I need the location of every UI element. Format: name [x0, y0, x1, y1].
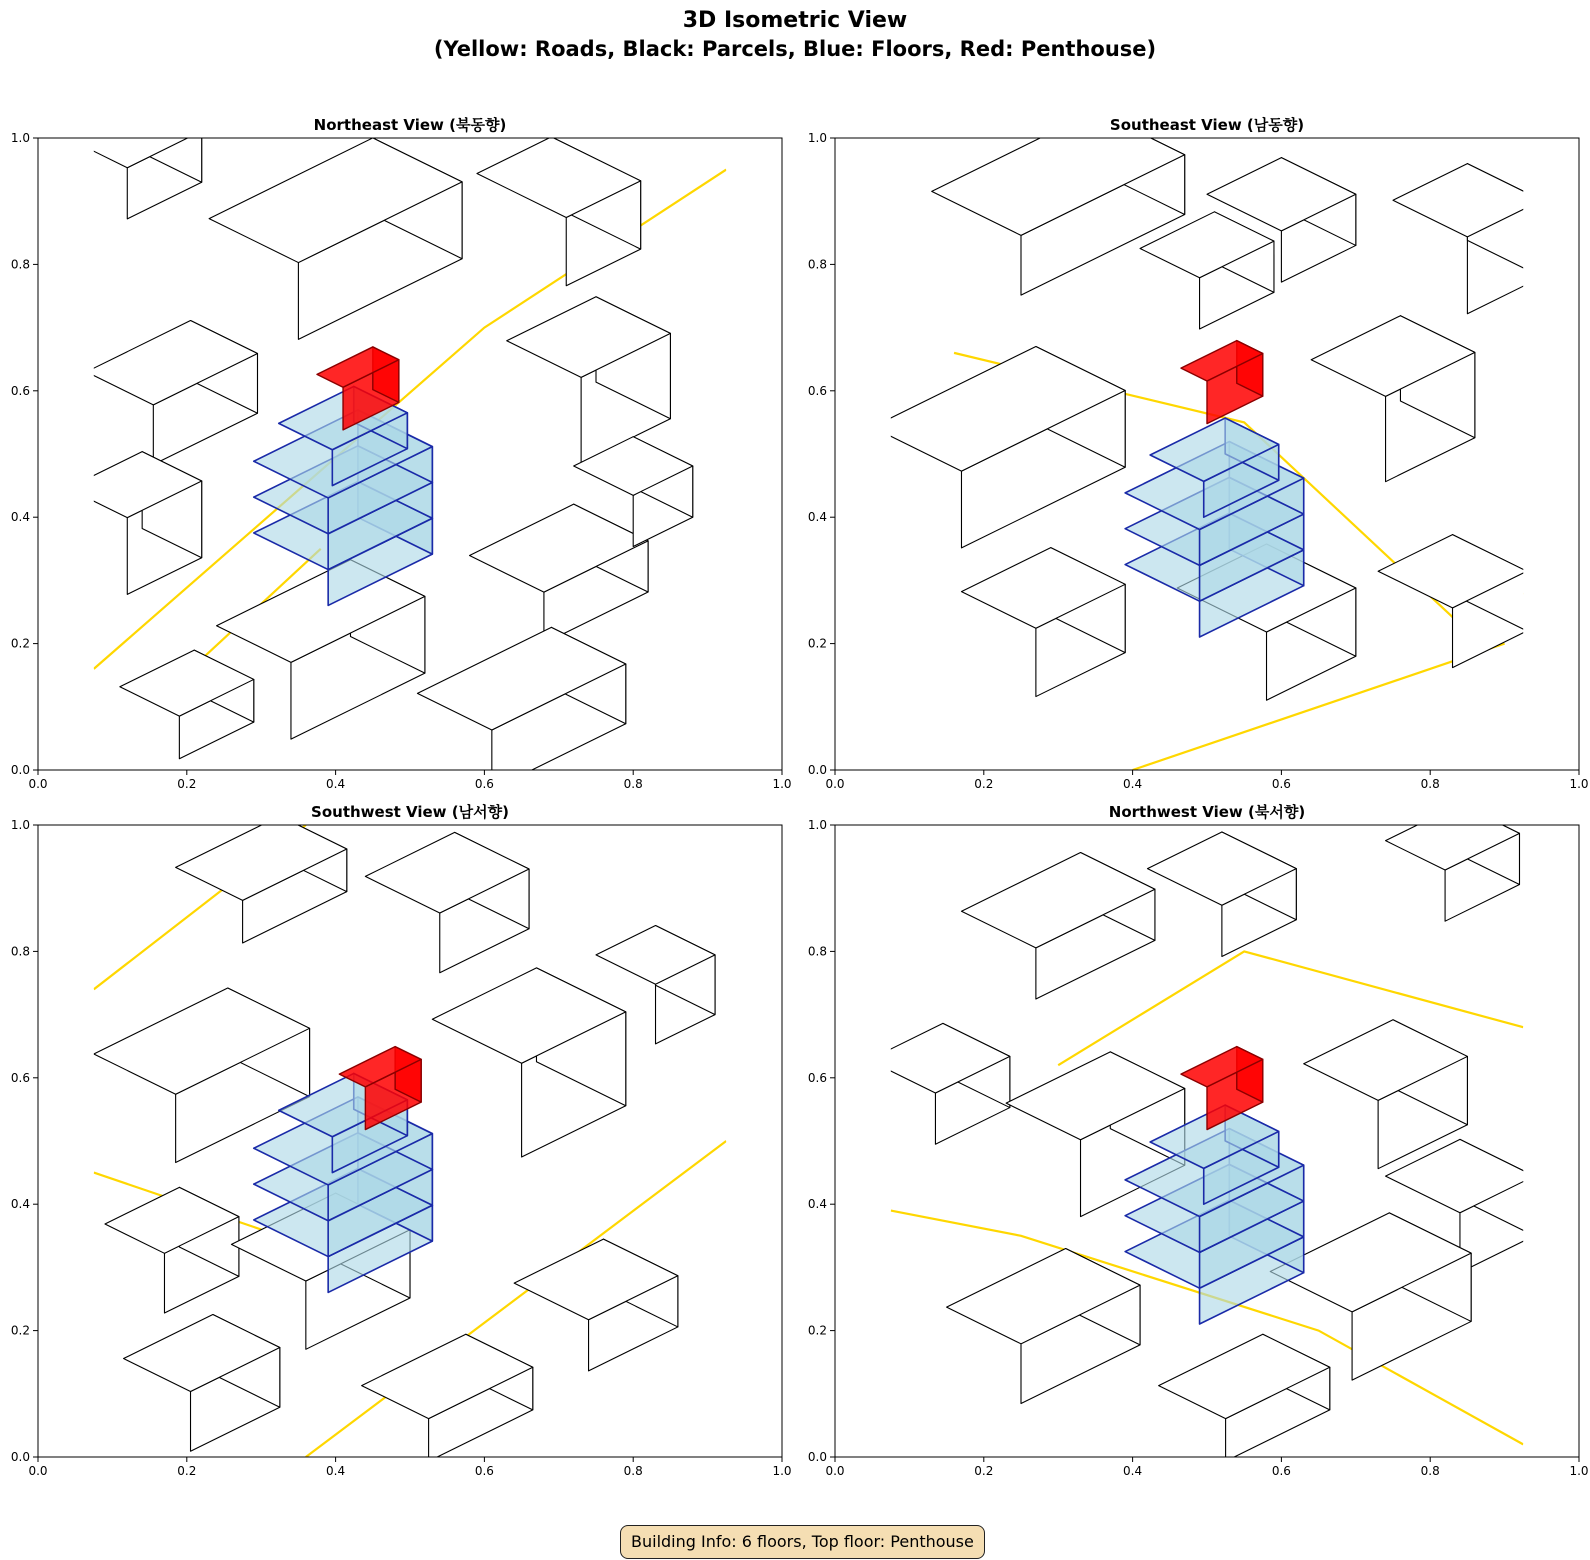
y-tick-label: 0.4	[10, 510, 30, 525]
panel-southwest-view	[11, 803, 792, 1478]
y-tick-label: 0.6	[10, 1070, 30, 1085]
y-tick-label: 0.2	[10, 636, 30, 651]
x-tick-label: 0.6	[474, 777, 494, 791]
x-tick-label: 0.4	[1123, 1464, 1143, 1478]
y-tick-label: 0.2	[807, 636, 827, 651]
x-tick-label: 0.2	[177, 777, 197, 791]
panel-title: Northwest View (북서향)	[1108, 803, 1306, 821]
y-tick-label: 0.8	[807, 944, 827, 959]
x-tick-label: 1.0	[1569, 1464, 1589, 1478]
x-tick-label: 1.0	[772, 777, 792, 791]
y-tick-label: 0.0	[807, 763, 827, 777]
x-tick-label: 0.0	[28, 777, 48, 791]
y-tick-label: 1.0	[10, 131, 30, 145]
x-tick-label: 0.2	[974, 777, 994, 791]
x-tick-label: 0.6	[474, 1464, 494, 1478]
x-tick-label: 0.0	[28, 1464, 48, 1478]
x-tick-label: 0.8	[623, 1464, 643, 1478]
y-tick-label: 0.2	[807, 1323, 827, 1338]
y-tick-label: 1.0	[807, 131, 827, 145]
y-tick-label: 0.8	[10, 944, 30, 959]
x-tick-label: 0.4	[326, 777, 346, 791]
panel-title: Southeast View (남동향)	[1109, 116, 1305, 134]
x-tick-label: 0.6	[1271, 1464, 1291, 1478]
y-tick-label: 0.0	[10, 763, 30, 777]
x-tick-label: 1.0	[772, 1464, 792, 1478]
figure-subtitle: (Yellow: Roads, Black: Parcels, Blue: Floors, Red: Penthouse)	[433, 37, 1157, 61]
y-tick-label: 0.6	[10, 383, 30, 398]
panel-northeast-view	[11, 94, 792, 791]
x-tick-label: 1.0	[1569, 777, 1589, 791]
y-tick-label: 0.4	[807, 1197, 827, 1212]
y-tick-label: 0.6	[807, 1070, 827, 1085]
y-tick-label: 0.8	[10, 257, 30, 272]
building-info-box: Building Info: 6 floors, Top floor: Penthouse	[620, 1525, 985, 1559]
x-tick-label: 0.4	[326, 1464, 346, 1478]
y-tick-label: 0.4	[10, 1197, 30, 1212]
x-tick-label: 0.4	[1123, 777, 1143, 791]
y-tick-label: 0.2	[10, 1323, 30, 1338]
map-content	[53, 94, 726, 789]
panel-southeast-view	[808, 111, 1589, 791]
y-tick-label: 0.0	[807, 1450, 827, 1464]
x-tick-label: 0.0	[825, 777, 845, 791]
x-tick-label: 0.8	[1420, 1464, 1440, 1478]
x-tick-label: 0.6	[1271, 777, 1291, 791]
y-tick-label: 0.8	[807, 257, 827, 272]
panel-northwest-view	[808, 803, 1589, 1478]
x-tick-label: 0.8	[1420, 777, 1440, 791]
x-tick-label: 0.0	[825, 1464, 845, 1478]
panel-title: Northeast View (북동향)	[313, 116, 507, 134]
y-tick-label: 0.4	[807, 510, 827, 525]
x-tick-label: 0.2	[177, 1464, 197, 1478]
y-tick-label: 1.0	[10, 818, 30, 832]
y-tick-label: 0.0	[10, 1450, 30, 1464]
x-tick-label: 0.8	[623, 777, 643, 791]
y-tick-label: 1.0	[807, 818, 827, 832]
figure-title: 3D Isometric View	[682, 8, 908, 33]
panel-title: Southwest View (남서향)	[311, 803, 509, 821]
x-tick-label: 0.2	[974, 1464, 994, 1478]
y-tick-label: 0.6	[807, 383, 827, 398]
